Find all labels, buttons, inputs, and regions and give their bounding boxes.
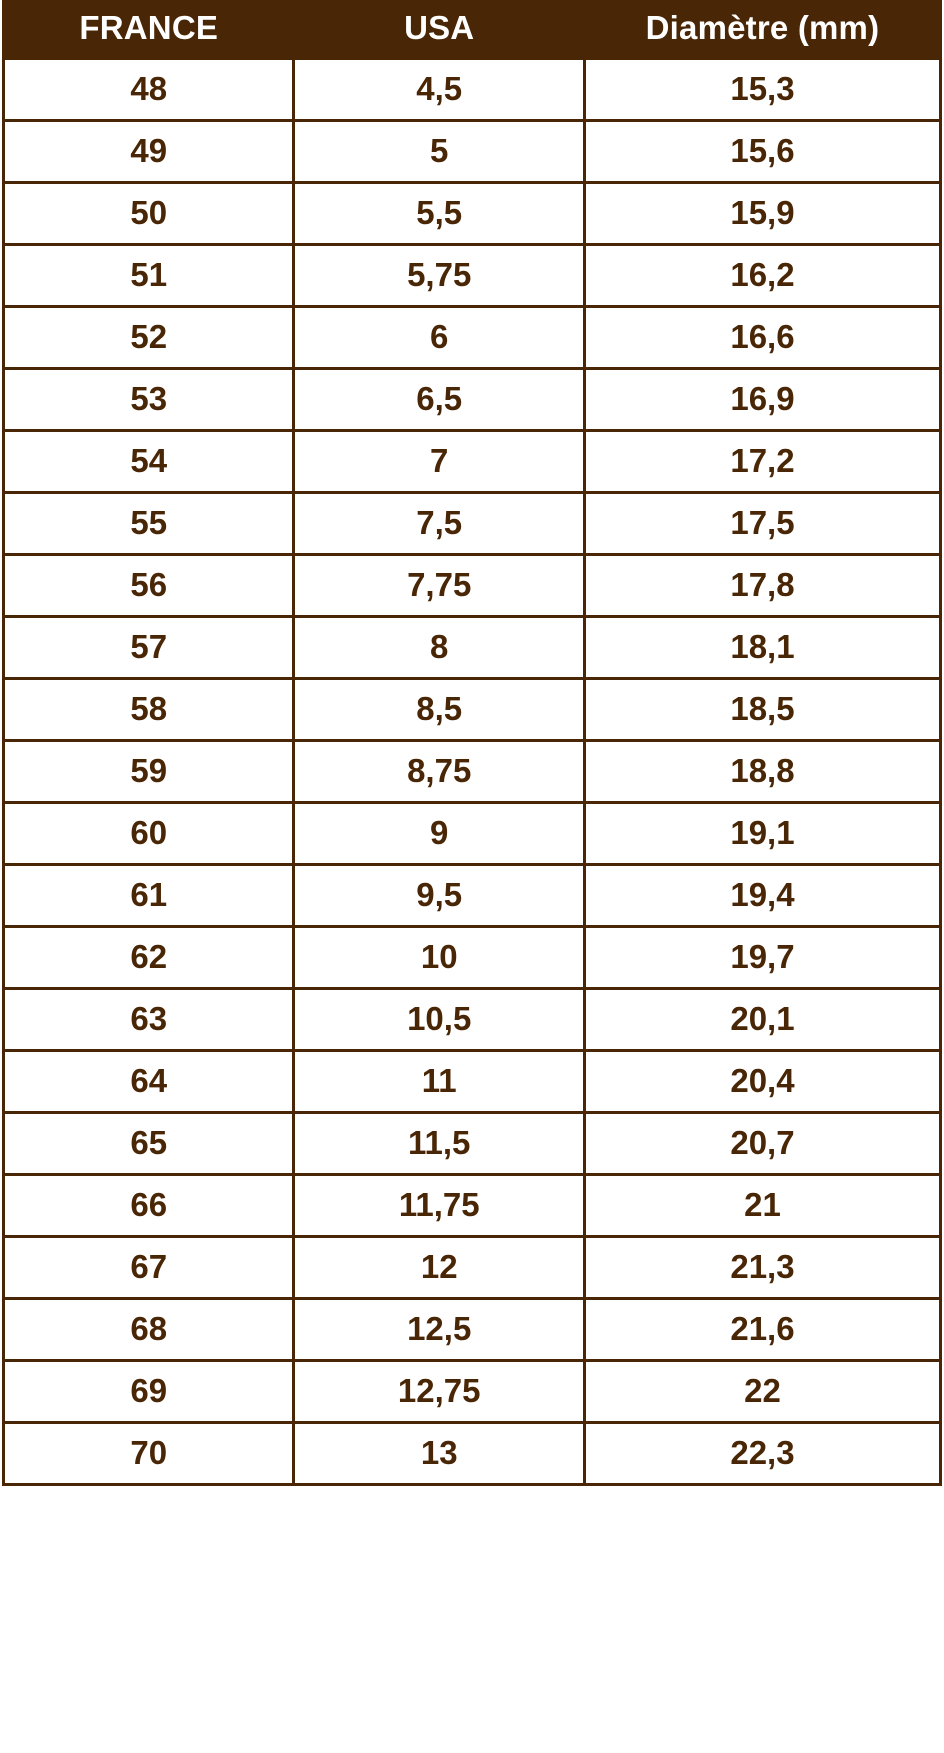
table-row <box>4 1113 941 1175</box>
cell-france: 60 <box>4 803 294 865</box>
cell-usa: 7 <box>294 431 584 493</box>
table-row <box>4 989 941 1051</box>
table-row <box>4 493 941 555</box>
cell-diameter: 15,6 <box>584 121 940 183</box>
cell-france: 48 <box>4 59 294 121</box>
cell-france: 61 <box>4 865 294 927</box>
table-row <box>4 1175 941 1237</box>
column-header-diameter: Diamètre (mm) <box>584 2 940 59</box>
cell-diameter: 17,5 <box>584 493 940 555</box>
cell-diameter: 18,1 <box>584 617 940 679</box>
cell-usa: 6 <box>294 307 584 369</box>
cell-usa: 5,75 <box>294 245 584 307</box>
table-row <box>4 555 941 617</box>
table-row <box>4 183 941 245</box>
column-header-usa: USA <box>294 2 584 59</box>
table-row <box>4 59 941 121</box>
table-row <box>4 307 941 369</box>
table-row <box>4 1299 941 1361</box>
table-row <box>4 617 941 679</box>
cell-usa: 12 <box>294 1237 584 1299</box>
cell-diameter: 22 <box>584 1361 940 1423</box>
cell-usa: 10 <box>294 927 584 989</box>
cell-diameter: 18,5 <box>584 679 940 741</box>
cell-france: 67 <box>4 1237 294 1299</box>
table-row <box>4 1361 941 1423</box>
cell-usa: 9,5 <box>294 865 584 927</box>
cell-diameter: 16,6 <box>584 307 940 369</box>
cell-france: 68 <box>4 1299 294 1361</box>
cell-france: 55 <box>4 493 294 555</box>
table-header <box>4 2 941 59</box>
cell-france: 54 <box>4 431 294 493</box>
cell-diameter: 15,3 <box>584 59 940 121</box>
cell-france: 50 <box>4 183 294 245</box>
table-row <box>4 679 941 741</box>
cell-france: 62 <box>4 927 294 989</box>
table-row <box>4 121 941 183</box>
cell-usa: 6,5 <box>294 369 584 431</box>
cell-usa: 12,5 <box>294 1299 584 1361</box>
cell-diameter: 19,1 <box>584 803 940 865</box>
cell-usa: 8,75 <box>294 741 584 803</box>
cell-france: 70 <box>4 1423 294 1485</box>
table-body <box>4 59 941 1485</box>
cell-usa: 7,5 <box>294 493 584 555</box>
cell-usa: 5 <box>294 121 584 183</box>
cell-diameter: 20,4 <box>584 1051 940 1113</box>
table-row <box>4 927 941 989</box>
cell-diameter: 17,8 <box>584 555 940 617</box>
cell-diameter: 17,2 <box>584 431 940 493</box>
table-row <box>4 803 941 865</box>
cell-france: 57 <box>4 617 294 679</box>
cell-france: 52 <box>4 307 294 369</box>
table-row <box>4 1051 941 1113</box>
table-row <box>4 741 941 803</box>
cell-diameter: 18,8 <box>584 741 940 803</box>
table-row <box>4 865 941 927</box>
cell-diameter: 16,9 <box>584 369 940 431</box>
table-row <box>4 1237 941 1299</box>
cell-diameter: 22,3 <box>584 1423 940 1485</box>
table-row <box>4 431 941 493</box>
column-header-france: FRANCE <box>4 2 294 59</box>
table-row <box>4 369 941 431</box>
cell-usa: 8,5 <box>294 679 584 741</box>
cell-france: 63 <box>4 989 294 1051</box>
cell-france: 59 <box>4 741 294 803</box>
cell-france: 58 <box>4 679 294 741</box>
ring-size-table <box>2 0 942 1486</box>
cell-france: 65 <box>4 1113 294 1175</box>
cell-usa: 11,75 <box>294 1175 584 1237</box>
cell-diameter: 15,9 <box>584 183 940 245</box>
cell-diameter: 20,1 <box>584 989 940 1051</box>
cell-france: 51 <box>4 245 294 307</box>
cell-france: 69 <box>4 1361 294 1423</box>
table-row <box>4 245 941 307</box>
cell-diameter: 21,3 <box>584 1237 940 1299</box>
table-row <box>4 1423 941 1485</box>
cell-usa: 11 <box>294 1051 584 1113</box>
cell-usa: 8 <box>294 617 584 679</box>
cell-usa: 11,5 <box>294 1113 584 1175</box>
cell-usa: 13 <box>294 1423 584 1485</box>
cell-usa: 10,5 <box>294 989 584 1051</box>
cell-diameter: 16,2 <box>584 245 940 307</box>
cell-france: 49 <box>4 121 294 183</box>
cell-diameter: 19,4 <box>584 865 940 927</box>
cell-france: 64 <box>4 1051 294 1113</box>
cell-usa: 12,75 <box>294 1361 584 1423</box>
cell-france: 56 <box>4 555 294 617</box>
cell-usa: 9 <box>294 803 584 865</box>
cell-usa: 5,5 <box>294 183 584 245</box>
cell-diameter: 20,7 <box>584 1113 940 1175</box>
cell-diameter: 21 <box>584 1175 940 1237</box>
cell-usa: 4,5 <box>294 59 584 121</box>
cell-diameter: 19,7 <box>584 927 940 989</box>
cell-usa: 7,75 <box>294 555 584 617</box>
cell-france: 53 <box>4 369 294 431</box>
table-header-row <box>4 2 941 59</box>
cell-diameter: 21,6 <box>584 1299 940 1361</box>
cell-france: 66 <box>4 1175 294 1237</box>
